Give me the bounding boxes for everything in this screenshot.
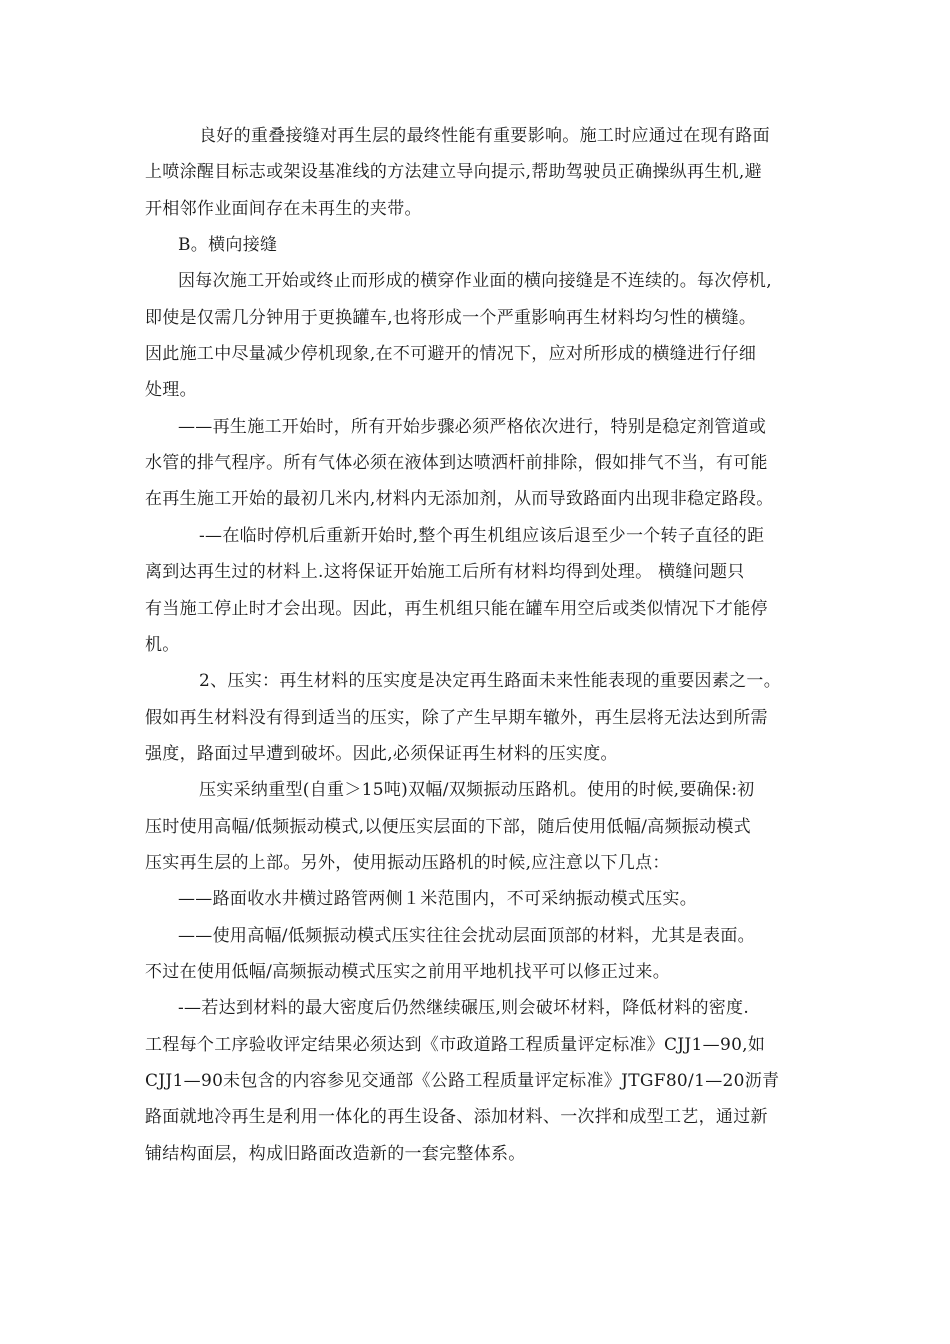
p7-line-2: 压时使用高幅/低频振动模式,以便压实层面的下部，随后使用低幅/高频振动模式: [145, 817, 751, 837]
p10-line-3: CJJ1—90未包含的内容参见交通部《公路工程质量评定标准》JTGF80/1—20沥青: [145, 1071, 780, 1091]
p7-line-1: 压实采纳重型(自重＞15吨)双幅/双频振动压路机。使用的时候,要确保:初: [199, 780, 755, 800]
p7-line-3: 压实再生层的上部。另外，使用振动压路机的时候,应注意以下几点：: [145, 853, 670, 873]
p8-line-1: ——路面收水井横过路管两侧１米范围内，不可采纳振动模式压实。: [178, 889, 697, 909]
p4-line-1: ——再生施工开始时，所有开始步骤必须严格依次进行，特别是稳定剂管道或: [178, 417, 767, 437]
p6-line-3: 强度，路面过早遭到破坏。因此,必须保证再生材料的压实度。: [145, 744, 618, 764]
p1-line-3: 开相邻作业面间存在未再生的夹带。: [145, 199, 422, 219]
p9-line-2: 不过在使用低幅/高频振动模式压实之前用平地机找平可以修正过来。: [145, 962, 671, 982]
p2-heading: B。横向接缝: [178, 235, 278, 255]
p6-line-2: 假如再生材料没有得到适当的压实，除了产生早期车辙外，再生层将无法达到所需: [145, 708, 768, 728]
p10-line-5: 铺结构面层，构成旧路面改造新的一套完整体系。: [145, 1144, 526, 1164]
p6-line-1: 2、压实：再生材料的压实度是决定再生路面未来性能表现的重要因素之一。: [199, 671, 782, 691]
p10-line-2: 工程每个工序验收评定结果必须达到《市政道路工程质量评定标准》CJJ1—90,如: [145, 1035, 766, 1055]
p3-line-2: 即使是仅需几分钟用于更换罐车,也将形成一个严重影响再生材料均匀性的横缝。: [145, 308, 757, 328]
p10-line-1: -—若达到材料的最大密度后仍然继续碾压,则会破坏材料，降低材料的密度.: [178, 998, 750, 1018]
p3-line-3: 因此施工中尽量减少停机现象,在不可避开的情况下，应对所形成的横缝进行仔细: [145, 344, 757, 364]
p3-line-4: 处理。: [145, 380, 197, 400]
p4-line-2: 水管的排气程序。所有气体必须在液体到达喷洒杆前排除，假如排气不当，有可能: [145, 453, 768, 473]
p5-line-4: 机。: [145, 635, 180, 655]
p5-line-1: -—在临时停机后重新开始时,整个再生机组应该后退至少一个转子直径的距: [199, 526, 765, 546]
p3-line-1: 因每次施工开始或终止而形成的横穿作业面的横向接缝是不连续的。每次停机,: [178, 271, 772, 291]
p4-line-3: 在再生施工开始的最初几米内,材料内无添加剂，从而导致路面内出现非稳定路段。: [145, 489, 774, 509]
p10-line-4: 路面就地冷再生是利用一体化的再生设备、添加材料、一次拌和成型工艺，通过新: [145, 1107, 768, 1127]
p9-line-1: ——使用高幅/低频振动模式压实往往会扰动层面顶部的材料，尤其是表面。: [178, 926, 755, 946]
p5-line-2: 离到达再生过的材料上.这将保证开始施工后所有材料均得到处理。 横缝问题只: [145, 562, 745, 582]
p1-line-1: 良好的重叠接缝对再生层的最终性能有重要影响。施工时应通过在现有路面: [199, 126, 770, 146]
p1-line-2: 上喷涂醒目标志或架设基准线的方法建立导向提示,帮助驾驶员正确操纵再生机,避: [145, 162, 762, 182]
p5-line-3: 有当施工停止时才会出现。因此，再生机组只能在罐车用空后或类似情况下才能停: [145, 599, 768, 619]
